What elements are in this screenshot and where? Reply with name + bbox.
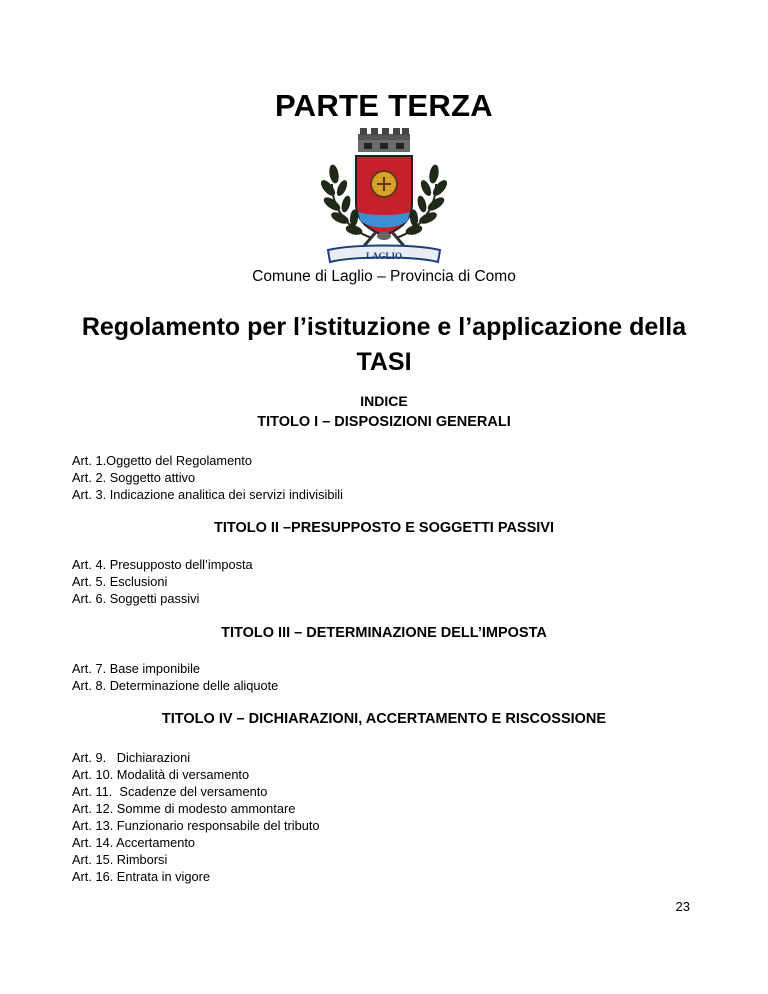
article-item: Art. 7. Base imponibile bbox=[72, 661, 201, 676]
article-item: Art. 12. Somme di modesto ammontare bbox=[72, 801, 296, 816]
article-item: Art. 2. Soggetto attivo bbox=[72, 470, 196, 485]
index-label: INDICE bbox=[360, 393, 408, 409]
article-item: Art. 14. Accertamento bbox=[72, 835, 196, 850]
article-item: Art. 8. Determinazione delle aliquote bbox=[72, 678, 279, 693]
section-title-4: TITOLO IV – DICHIARAZIONI, ACCERTAMENTO E RISCOSSIONE bbox=[161, 711, 607, 727]
article-list-3 bbox=[72, 660, 278, 694]
article-item: Art. 15. Rimborsi bbox=[72, 852, 168, 867]
comune-line: Comune di Laglio – Provincia di Como bbox=[252, 268, 516, 285]
article-item: Art. 13. Funzionario responsabile del tributo bbox=[72, 818, 320, 833]
article-list-2 bbox=[72, 556, 253, 607]
article-item: Art. 16. Entrata in vigore bbox=[72, 869, 210, 884]
municipal-crest-logo bbox=[314, 126, 454, 266]
crest-banner-text: LAGLIO bbox=[365, 251, 403, 261]
section-title-3: TITOLO III – DETERMINAZIONE DELL’IMPOSTA bbox=[221, 625, 547, 641]
article-list-1 bbox=[72, 452, 343, 503]
document-title-line-2: TASI bbox=[356, 348, 412, 376]
page-number: 23 bbox=[675, 899, 690, 914]
article-item: Art. 11. Scadenze del versamento bbox=[72, 784, 268, 799]
article-item: Art. 10. Modalità di versamento bbox=[72, 767, 250, 782]
document-title-line-1: Regolamento per l’istituzione e l’applicazione della bbox=[81, 313, 687, 341]
part-title: PARTE TERZA bbox=[275, 88, 493, 123]
article-item: Art. 5. Esclusioni bbox=[72, 574, 168, 589]
document-title bbox=[60, 310, 708, 380]
section-title-2: TITOLO II –PRESUPPOSTO E SOGGETTI PASSIVI bbox=[213, 520, 554, 536]
article-item: Art. 1.Oggetto del Regolamento bbox=[72, 453, 252, 468]
section-title-1: TITOLO I – DISPOSIZIONI GENERALI bbox=[257, 414, 511, 430]
article-item: Art. 3. Indicazione analitica dei servizi indivisibili bbox=[72, 487, 343, 502]
article-list-4 bbox=[72, 749, 320, 885]
article-item: Art. 4. Presupposto dell’imposta bbox=[72, 557, 253, 572]
article-item: Art. 6. Soggetti passivi bbox=[72, 591, 200, 606]
article-item: Art. 9. Dichiarazioni bbox=[72, 750, 191, 765]
